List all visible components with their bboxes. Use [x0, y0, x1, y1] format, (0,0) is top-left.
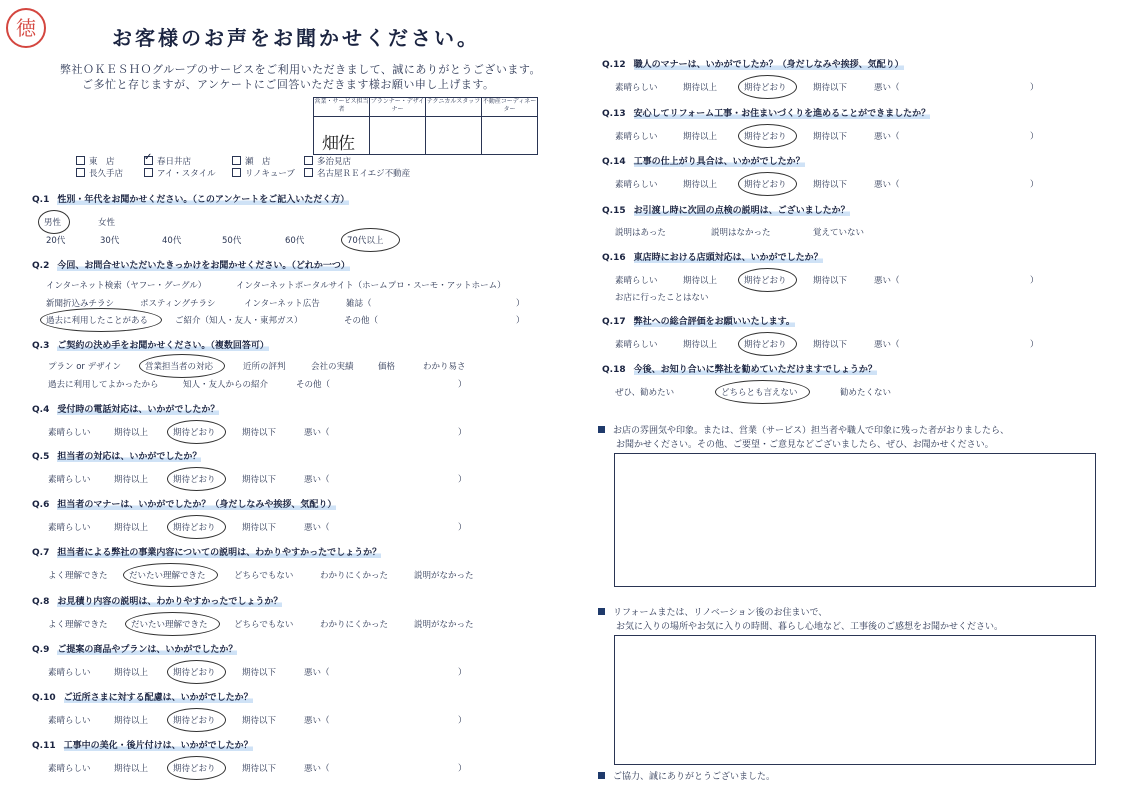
answer-option[interactable]: 期待以上: [683, 276, 718, 286]
question-number: Q.10: [32, 693, 56, 703]
answer-option[interactable]: 期待以下: [242, 764, 277, 774]
bracket-close: ）: [1030, 180, 1039, 190]
question-text: 今回、お問合せいただいたきっかけをお聞かせください。（どれか一つ）: [57, 261, 350, 271]
question-label: [602, 362, 877, 375]
answer-option[interactable]: 覚えていない: [813, 228, 865, 238]
answer-option[interactable]: 素晴らしい: [48, 668, 91, 678]
answer-option[interactable]: 40代: [162, 236, 182, 246]
staff-cell[interactable]: [314, 117, 370, 155]
comment-box-1[interactable]: [614, 453, 1096, 587]
comment-line: お気に入りの場所やお気に入りの時間、暮らし心地など、工事後のご感想をお聞かせください。: [616, 622, 1004, 632]
store-option[interactable]: [304, 167, 410, 179]
checkbox[interactable]: [144, 168, 153, 177]
question-text: 担当者の対応は、いかがでしたか？: [57, 452, 202, 462]
answer-option[interactable]: 70代以上: [347, 236, 384, 246]
answer-option[interactable]: 素晴らしい: [48, 428, 91, 438]
answer-option[interactable]: 期待以上: [683, 132, 718, 142]
answer-option[interactable]: わかりにくかった: [320, 620, 389, 630]
question-label: [32, 192, 349, 205]
staff-cell[interactable]: [426, 117, 482, 155]
answer-option[interactable]: どちらとも言えない: [721, 388, 798, 398]
answer-option[interactable]: 期待どおり: [173, 716, 216, 726]
question-label: [32, 594, 282, 607]
store-option[interactable]: [232, 167, 295, 179]
answer-option[interactable]: 期待どおり: [744, 340, 787, 350]
question-label: [32, 402, 219, 415]
answer-option[interactable]: 悪い（: [304, 428, 330, 438]
answer-option[interactable]: 素晴らしい: [48, 764, 91, 774]
question-text: ご契約の決め手をお聞かせください。（複数回答可）: [57, 341, 269, 351]
bracket-close: ）: [458, 428, 467, 438]
answer-option[interactable]: 期待どおり: [173, 475, 216, 485]
intro-line: ご多忙と存じますが、アンケートにご回答いただきます様お願い申し上げます。: [82, 78, 495, 91]
square-bullet-icon: [598, 772, 605, 779]
answer-option[interactable]: 勧めたくない: [840, 388, 892, 398]
answer-option[interactable]: 期待以下: [242, 428, 277, 438]
bracket-close: ）: [458, 764, 467, 774]
store-label: 東 店: [89, 157, 115, 167]
answer-option[interactable]: 期待以下: [242, 475, 277, 485]
answer-option[interactable]: わかりにくかった: [320, 571, 389, 581]
question-number: Q.18: [602, 365, 626, 375]
answer-option[interactable]: 素晴らしい: [48, 523, 91, 533]
comment-line: リフォームまたは、リノベーション後のお住まいで、: [613, 608, 828, 618]
answer-option[interactable]: どちらでもない: [234, 620, 294, 630]
question-label: [32, 642, 237, 655]
answer-option[interactable]: 期待以下: [813, 180, 848, 190]
answer-option[interactable]: 悪い（: [304, 764, 330, 774]
answer-option[interactable]: 過去に利用したことがある: [46, 316, 149, 326]
staff-cell[interactable]: [370, 117, 426, 155]
answer-option[interactable]: 期待以下: [813, 340, 848, 350]
answer-option[interactable]: どちらでもない: [234, 571, 294, 581]
answer-option[interactable]: 期待どおり: [173, 523, 216, 533]
answer-option[interactable]: 悪い（: [304, 668, 330, 678]
question-label: [602, 106, 930, 119]
answer-option[interactable]: インターネットポータルサイト（ホームプロ・スーモ・アットホーム）: [236, 281, 506, 291]
bracket-close: ）: [516, 316, 525, 326]
answer-option[interactable]: その他（: [296, 380, 331, 390]
question-text: お見積り内容の説明は、わかりやすかったでしょうか？: [57, 597, 283, 607]
question-number: Q.4: [32, 405, 50, 415]
intro-line: 弊社ＯＫＥＳＨＯグループのサービスをご利用いただきまして、誠にありがとうございます。: [60, 63, 542, 76]
question-number: Q.1: [32, 195, 50, 205]
store-option[interactable]: [76, 155, 115, 167]
answer-option[interactable]: その他（: [344, 316, 379, 326]
answer-option[interactable]: 期待以下: [813, 276, 848, 286]
answer-option[interactable]: 素晴らしい: [615, 340, 658, 350]
answer-option[interactable]: 雑誌（: [346, 299, 372, 309]
answer-option[interactable]: 期待どおり: [173, 428, 216, 438]
store-option[interactable]: [144, 155, 191, 167]
answer-option[interactable]: 男性: [44, 218, 62, 228]
answer-option[interactable]: 30代: [100, 236, 120, 246]
store-label: 春日井店: [157, 157, 192, 167]
question-label: [602, 154, 805, 167]
comment-line: お店の雰囲気や印象。または、営業（サービス）担当者や職人で印象に残った者がおりましたら、: [613, 426, 1010, 436]
staff-header: 不動産コーディネーター: [482, 98, 538, 117]
staff-table: [313, 97, 538, 155]
question-number: Q.12: [602, 60, 626, 70]
answer-option[interactable]: 素晴らしい: [48, 475, 91, 485]
question-label: [32, 690, 253, 703]
question-number: Q.3: [32, 341, 50, 351]
square-bullet-icon: [598, 426, 605, 433]
thanks-text: ご協力、誠にありがとうございました。: [613, 772, 776, 782]
answer-option[interactable]: 期待以上: [683, 180, 718, 190]
answer-option[interactable]: 知人・友人からの紹介: [183, 380, 269, 390]
question-number: Q.16: [602, 253, 626, 263]
bracket-close: ）: [458, 475, 467, 485]
answer-option[interactable]: プラン or デザイン: [48, 362, 122, 372]
answer-option[interactable]: お店に行ったことはない: [615, 293, 709, 303]
answer-option[interactable]: 近所の評判: [243, 362, 286, 372]
staff-header: テクニカルスタッフ: [426, 98, 482, 117]
bracket-close: ）: [1030, 132, 1039, 142]
answer-option[interactable]: 期待以上: [114, 764, 149, 774]
page-title: お客様のお声をお聞かせください。: [112, 26, 480, 50]
answer-option[interactable]: ぜひ、勧めたい: [615, 388, 675, 398]
checkbox[interactable]: [76, 168, 85, 177]
answer-option[interactable]: 期待どおり: [744, 276, 787, 286]
company-stamp: 徳: [6, 8, 46, 48]
answer-option[interactable]: よく理解できた: [48, 620, 108, 630]
answer-option[interactable]: 悪い（: [304, 716, 330, 726]
store-option[interactable]: [144, 167, 216, 179]
question-number: Q.13: [602, 109, 626, 119]
question-number: Q.17: [602, 317, 626, 327]
answer-option[interactable]: 新聞折込みチラシ: [46, 299, 115, 309]
question-number: Q.14: [602, 157, 626, 167]
question-text: 性別・年代をお聞かせください。（このアンケートをご記入いただく方）: [57, 195, 350, 205]
comment-line: お聞かせください。その他、ご要望・ご意見などございましたら、ぜひ、お聞かせください。: [616, 440, 994, 450]
answer-option[interactable]: 期待以下: [242, 668, 277, 678]
bracket-close: ）: [1030, 340, 1039, 350]
answer-option[interactable]: 説明がなかった: [414, 620, 474, 630]
answer-option[interactable]: 価格: [378, 362, 396, 372]
bracket-close: ）: [1030, 276, 1039, 286]
checkbox-checked[interactable]: [144, 156, 153, 165]
answer-option[interactable]: インターネット検索（ヤフー・グーグル）: [46, 281, 207, 291]
answer-option[interactable]: わかり易さ: [423, 362, 466, 372]
answer-option[interactable]: インターネット広告: [244, 299, 320, 309]
question-label: [32, 738, 253, 751]
store-option[interactable]: [304, 155, 351, 167]
answer-option[interactable]: 悪い（: [874, 83, 900, 93]
square-bullet-icon: [598, 608, 605, 615]
question-text: 受付時の電話対応は、いかがでしたか？: [57, 405, 220, 415]
question-label: [32, 258, 350, 271]
question-text: ご提案の商品やプランは、いかがでしたか？: [57, 645, 238, 655]
answer-option[interactable]: 期待以下: [813, 83, 848, 93]
question-text: ご近所さまに対する配慮は、いかがでしたか？: [63, 693, 253, 703]
staff-header: 営業・サービス担当者: [314, 98, 370, 117]
question-label: [32, 338, 269, 351]
store-label: リノキューブ: [245, 169, 295, 179]
question-label: [602, 203, 850, 216]
bracket-close: ）: [458, 668, 467, 678]
question-label: [32, 449, 201, 462]
answer-option[interactable]: 悪い（: [874, 276, 900, 286]
answer-option[interactable]: 期待どおり: [744, 132, 787, 142]
staff-cell[interactable]: [482, 117, 538, 155]
store-label: 瀬 店: [245, 157, 271, 167]
answer-option[interactable]: ポスティングチラシ: [140, 299, 216, 309]
question-text: 弊社への総合評価をお願いいたします。: [633, 317, 795, 327]
bracket-close: ）: [516, 299, 525, 309]
answer-option[interactable]: 期待以下: [242, 523, 277, 533]
bracket-close: ）: [458, 523, 467, 533]
question-text: お引渡し時に次回の点検の説明は、ございましたか？: [633, 206, 850, 216]
answer-option[interactable]: 期待以上: [114, 428, 149, 438]
intro-text: [60, 62, 541, 92]
answer-option[interactable]: 素晴らしい: [615, 132, 658, 142]
question-label: [602, 314, 795, 327]
question-text: 工事中の美化・後片付けは、いかがでしたか？: [63, 741, 253, 751]
question-label: [602, 57, 904, 70]
answer-option[interactable]: 素晴らしい: [615, 276, 658, 286]
answer-option[interactable]: 素晴らしい: [615, 83, 658, 93]
store-label: 名古屋ＲＥイエジ不動産: [317, 169, 411, 179]
answer-option[interactable]: 期待どおり: [173, 668, 216, 678]
answer-option[interactable]: だいたい理解できた: [129, 571, 206, 581]
checkbox[interactable]: [76, 156, 85, 165]
staff-header: プランナー・デザイナー: [370, 98, 426, 117]
question-label: [602, 250, 823, 263]
bracket-close: ）: [458, 380, 467, 390]
answer-option[interactable]: 期待以上: [683, 83, 718, 93]
answer-option[interactable]: 20代: [46, 236, 66, 246]
answer-option[interactable]: 説明はあった: [615, 228, 666, 238]
question-number: Q.11: [32, 741, 56, 751]
question-number: Q.6: [32, 500, 50, 510]
question-text: 職人のマナーは、いかがでしたか？（身だしなみや挨拶、気配り）: [633, 60, 904, 70]
bracket-close: ）: [1030, 83, 1039, 93]
answer-option[interactable]: ご紹介（知人・友人・東邦ガス）: [175, 316, 303, 326]
answer-option[interactable]: 説明はなかった: [711, 228, 771, 238]
store-label: 長久手店: [89, 169, 124, 179]
answer-option[interactable]: 期待以上: [114, 475, 149, 485]
answer-option[interactable]: よく理解できた: [48, 571, 108, 581]
answer-option[interactable]: 期待以下: [813, 132, 848, 142]
thanks-line: [598, 770, 775, 784]
question-number: Q.5: [32, 452, 50, 462]
answer-option[interactable]: 期待どおり: [173, 764, 216, 774]
answer-option[interactable]: 悪い（: [304, 475, 330, 485]
comment-prompt-1: [598, 424, 1009, 452]
answer-option[interactable]: 会社の実績: [311, 362, 354, 372]
question-text: 安心してリフォーム工事・お住まいづくりを進めることができましたか？: [633, 109, 931, 119]
answer-option[interactable]: 期待以下: [242, 716, 277, 726]
store-option[interactable]: [232, 155, 271, 167]
answer-option[interactable]: 過去に利用してよかったから: [48, 380, 159, 390]
answer-option[interactable]: 悪い（: [874, 180, 900, 190]
question-label: [32, 545, 381, 558]
answer-option[interactable]: 説明がなかった: [414, 571, 474, 581]
answer-option[interactable]: 50代: [222, 236, 242, 246]
answer-option[interactable]: 60代: [285, 236, 305, 246]
answer-option[interactable]: 素晴らしい: [48, 716, 91, 726]
answer-option[interactable]: 悪い（: [874, 132, 900, 142]
question-text: 東店時における店頭対応は、いかがでしたか？: [633, 253, 823, 263]
question-number: Q.2: [32, 261, 50, 271]
store-label: アイ・スタイル: [157, 169, 216, 179]
bracket-close: ）: [458, 716, 467, 726]
question-text: 工事の仕上がり具合は、いかがでしたか？: [633, 157, 805, 167]
checkbox[interactable]: [232, 156, 241, 165]
question-text: 担当者による弊社の事業内容についての説明は、わかりやすかったでしょうか？: [57, 548, 382, 558]
checkbox[interactable]: [232, 168, 241, 177]
store-label: 多治見店: [317, 157, 352, 167]
answer-option[interactable]: 期待以上: [114, 716, 149, 726]
question-label: [32, 497, 336, 510]
answer-option[interactable]: 期待以上: [114, 668, 149, 678]
answer-option[interactable]: 期待以上: [683, 340, 718, 350]
answer-option[interactable]: 期待どおり: [744, 180, 787, 190]
staff-name: 畑佐: [322, 134, 354, 154]
checkbox[interactable]: [304, 156, 313, 165]
answer-option[interactable]: だいたい理解できた: [131, 620, 208, 630]
answer-option[interactable]: 女性: [98, 218, 116, 228]
store-option[interactable]: [76, 167, 123, 179]
question-number: Q.15: [602, 206, 626, 216]
question-number: Q.8: [32, 597, 50, 607]
answer-option[interactable]: 期待以上: [114, 523, 149, 533]
comment-box-2[interactable]: [614, 635, 1096, 765]
answer-option[interactable]: 期待どおり: [744, 83, 787, 93]
comment-prompt-2: [598, 606, 1003, 634]
answer-option[interactable]: 営業担当者の対応: [145, 362, 214, 372]
question-text: 今後、お知り合いに弊社を勧めていただけますでしょうか？: [633, 365, 877, 375]
answer-option[interactable]: 悪い（: [304, 523, 330, 533]
answer-option[interactable]: 素晴らしい: [615, 180, 658, 190]
question-number: Q.7: [32, 548, 50, 558]
question-text: 担当者のマナーは、いかがでしたか？（身だしなみや挨拶、気配り）: [57, 500, 337, 510]
answer-option[interactable]: 悪い（: [874, 340, 900, 350]
question-number: Q.9: [32, 645, 50, 655]
checkbox[interactable]: [304, 168, 313, 177]
